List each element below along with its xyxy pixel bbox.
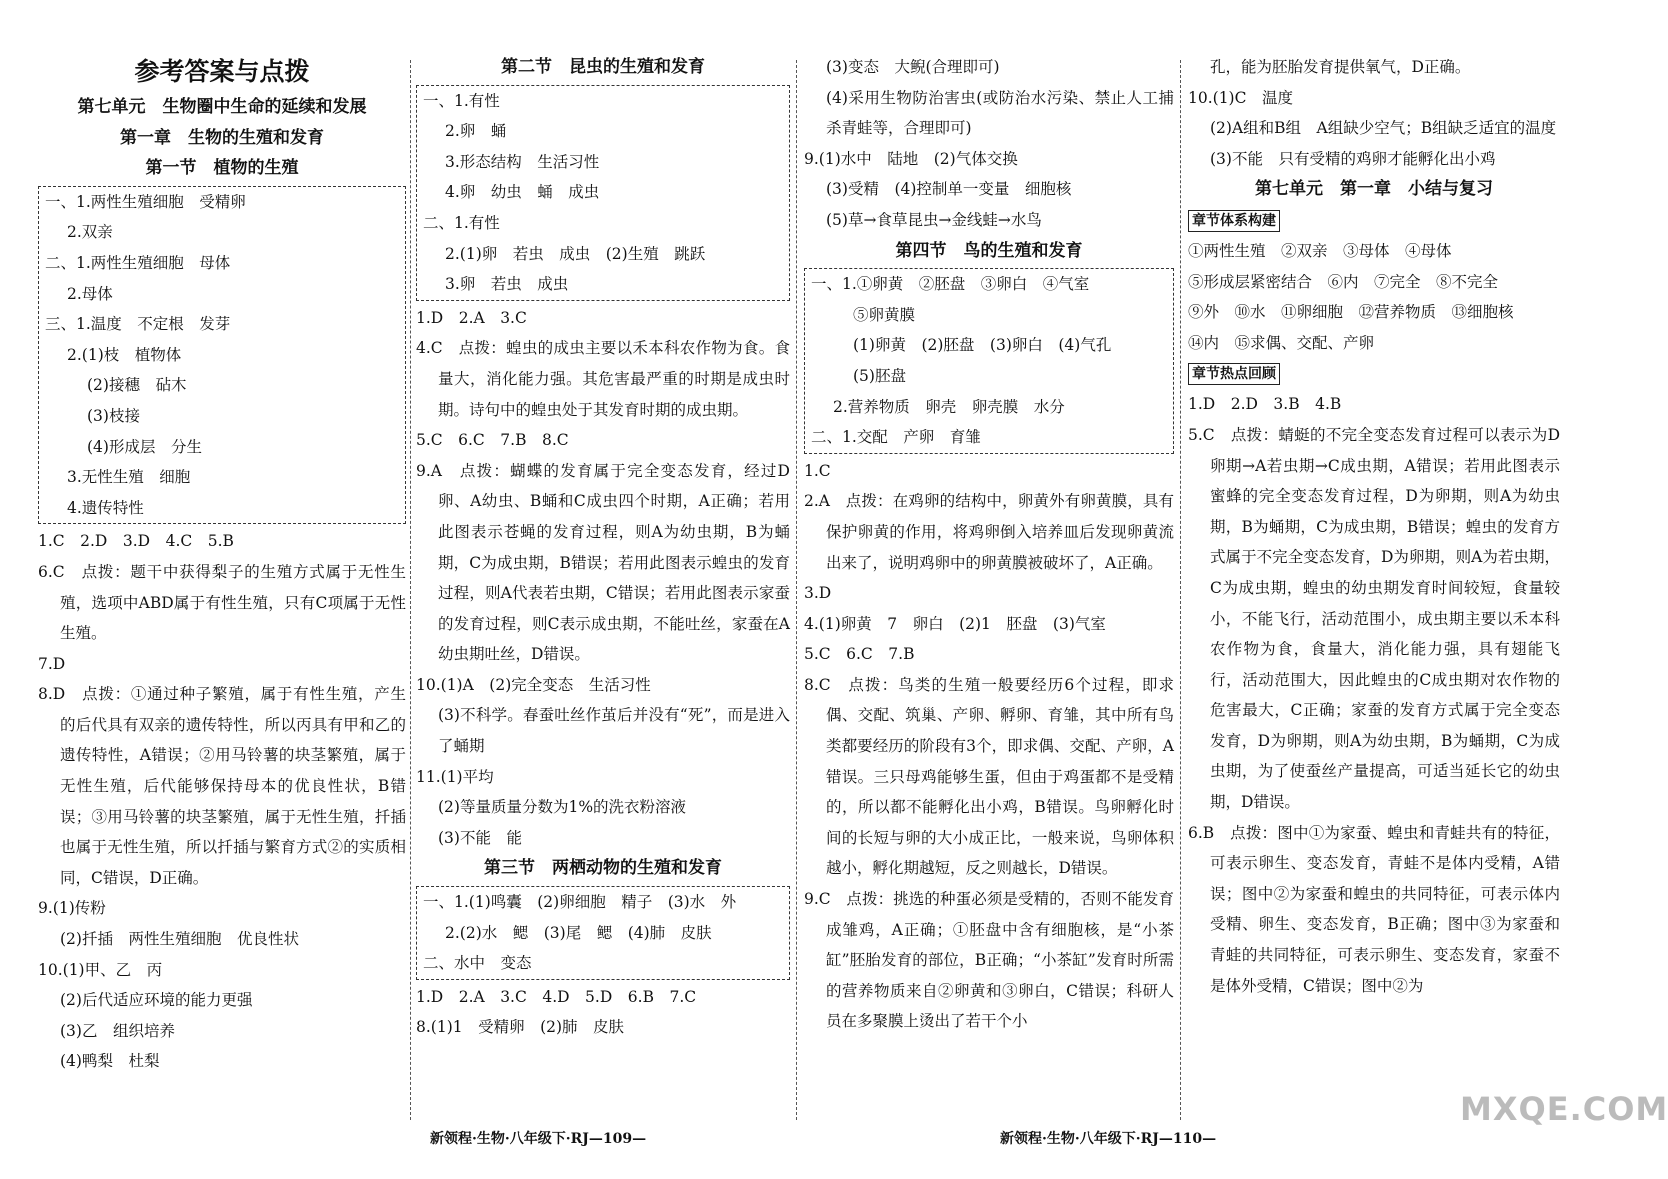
answer-paragraph: 9.A 点拨：蝴蝶的发育属于完全变态发育，经过D卵、A幼虫、B蛹和C成虫四个时期，A正确；若用此图表示苍蝇的发育过程，则A为幼虫期，B为蛹期，C为成虫期，B错误；若用此图表示蝗虫的发育过程，则A代表若虫期，C错误；若用此图表示家蚕的发育过程，则C表示成虫期，不能吐丝，家蚕在A幼虫期吐丝，D错误。 [416,461,790,664]
answer-box [416,886,790,980]
answer-line: 9.(1)水中 陆地 (2)气体交换 [804,149,1018,168]
answer-line: 3.D [804,584,832,603]
review-tag: 章节热点回顾 [1188,363,1280,385]
answer-paragraph: 8.D 点拨：①通过种子繁殖，属于有性生殖，产生的后代具有双亲的遗传特性，所以丙具有甲和乙的遗传特性，A错误；②用马铃薯的块茎繁殖，属于无性生殖，后代能够保持母本的优良性状，B错误；③用马铃薯的块茎繁殖，属于无性生殖，扦插也属于无性生殖，所以扦插与繁育方式②的实质相同，C错误，D正确。 [38,685,406,887]
answer-line: (3)受精 (4)控制单一变量 细胞核 [826,180,1072,199]
column-1 [38,52,406,1077]
answer-line: ⑤形成层紧密结合 ⑥内 ⑦完全 ⑧不完全 [1188,272,1499,291]
answer-paragraph: 6.C 点拨：题干中获得梨子的生殖方式属于无性生殖，选项中ABD属于有性生殖，只有C项属于无性生殖。 [38,562,406,643]
answer-line: (5)胚盘 [853,366,906,385]
watermark: MXQE.COM [1460,1090,1668,1128]
answer-line: (1)卵黄 (2)胚盘 (3)卵白 (4)气孔 [853,336,1112,355]
answer-line: 10.(1)甲、乙 丙 [38,960,163,979]
answer-box [804,268,1174,454]
answer-line: 2.(1)卵 若虫 成虫 (2)生殖 跳跃 [445,244,706,263]
answer-line: 5.C 6.C 7.B 8.C [416,431,569,450]
answer-line: 3.无性生殖 细胞 [67,468,191,487]
answer-box [416,85,790,301]
answer-line: (5)草→食草昆虫→金线蛙→水鸟 [826,210,1042,229]
chapter-heading: 第一章 生物的生殖和发育 [120,127,324,148]
answer-line: 1.C [804,461,831,480]
answer-paragraph: 4.C 点拨：蝗虫的成虫主要以禾本科农作物为食。食量大，消化能力强。其危害最严重的时期是成虫时期。诗句中的蝗虫处于其发育时期的成虫期。 [416,339,790,419]
answer-line: 1.D 2.A 3.C [416,308,527,327]
answer-line: 3.卵 若虫 成虫 [445,275,569,294]
answer-line: 9.(1)传粉 [38,899,106,918]
page-footer-left: 新领程·生物·八年级下·RJ—109— [430,1131,647,1147]
answer-line: 一、1.①卵黄 ②胚盘 ③卵白 ④气室 [811,275,1090,294]
answer-line: ⑭内 ⑮求偶、交配、产卵 [1188,333,1375,352]
answer-line: 一、1.有性 [423,91,500,110]
answer-line: ⑤卵黄膜 [853,305,916,324]
column-4 [1188,52,1560,1001]
answer-line: ①两性生殖 ②双亲 ③母体 ④母体 [1188,241,1452,260]
page-footer-right: 新领程·生物·八年级下·RJ—110— [1000,1131,1217,1147]
answer-line: 10.(1)C 温度 [1188,88,1293,107]
answer-paragraph: 孔，能为胚胎发育提供氧气，D正确。 [1210,58,1471,76]
answer-line: (3)不能 能 [438,828,522,847]
answer-paragraph: 8.C 点拨：鸟类的生殖一般要经历6个过程，即求偶、交配、筑巢、产卵、孵卵、育雏，其中所有鸟类都要经历的阶段有3个，即求偶、交配、产卵，A错误。三只母鸡能够生蛋，但由于鸡蛋都不是受精的，所以都不能孵化出小鸡，B错误。鸟卵孵化时间的长短与卵的大小成正比，一般来说，鸟卵体积越小，孵化期越短，反之则越长，D错误。 [804,675,1174,878]
answer-line: 二、1.交配 产卵 育雏 [811,428,981,447]
answer-line: (4)形成层 分生 [87,437,202,456]
answer-line: 1.C 2.D 3.D 4.C 5.B [38,532,234,551]
answer-line: (3)变态 大鲵(合理即可) [826,58,1000,76]
answer-line: (4)鸭梨 杜梨 [60,1052,160,1071]
column-2 [416,52,790,1043]
answer-line: (2)等量质量分数为1%的洗衣粉溶液 [438,798,687,817]
section-heading: 第二节 昆虫的生殖和发育 [501,57,705,77]
answer-line: 二、1.两性生殖细胞 母体 [45,253,231,272]
section-heading: 第三节 两栖动物的生殖和发育 [484,858,722,879]
structure-tag: 章节体系构建 [1188,210,1280,232]
answer-paragraph: (4)采用生物防治害虫(或防治水污染、禁止人工捕杀青蛙等，合理即可) [826,88,1174,138]
answer-line: 二、1.有性 [423,213,500,232]
answer-line: 一、1.(1)鸣囊 (2)卵细胞 精子 (3)水 外 [423,893,737,912]
section-heading: 第一节 植物的生殖 [145,158,299,179]
answer-line: 2.母体 [67,284,113,303]
answer-paragraph: (3)不科学。春蚕吐丝作茧后并没有“死”，而是进入了蛹期 [438,706,790,756]
summary-heading: 第七单元 第一章 小结与复习 [1255,179,1493,200]
answer-line: (2)扦插 两性生殖细胞 优良性状 [60,930,299,949]
answer-line: 2.(1)枝 植物体 [67,345,182,364]
answer-line: 二、水中 变态 [423,954,532,973]
answer-line: 10.(1)A (2)完全变态 生活习性 [416,675,651,694]
answer-line: 3.形态结构 生活习性 [445,152,600,171]
answer-line: 5.C 6.C 7.B [804,645,915,664]
answer-line: (3)不能 只有受精的鸡卵才能孵化出小鸡 [1210,149,1496,168]
answer-line: 2.卵 蛹 [445,122,507,141]
answer-line: (2)后代适应环境的能力更强 [60,991,253,1010]
answer-line: ⑨外 ⑩水 ⑪卵细胞 ⑫营养物质 ⑬细胞核 [1188,303,1514,322]
answer-line: 1.D 2.D 3.B 4.B [1188,395,1342,414]
answer-paragraph: 6.B 点拨：图中①为家蚕、蝗虫和青蛙共有的特征，可表示卵生、变态发育，青蛙不是体内受精，A错误；图中②为家蚕和蝗虫的共同特征，可表示体内受精、卵生、变态发育，B正确；图中③为家蚕和青蛙的共同特征，可表示卵生、变态发育，家蚕不是体外受精，C错误；图中②为 [1188,823,1560,995]
section-heading: 第四节 鸟的生殖和发育 [895,240,1083,261]
answer-line: 1.D 2.A 3.C 4.D 5.D 6.B 7.C [416,987,697,1006]
answer-line: 2.双亲 [67,223,113,242]
answer-paragraph: 2.A 点拨：在鸡卵的结构中，卵黄外有卵黄膜，具有保护卵黄的作用，将鸡卵倒入培养皿后发现卵黄流出来了，说明鸡卵中的卵黄膜被破坏了，A正确。 [804,492,1174,572]
page-title: 参考答案与点拨 [134,57,310,86]
answer-box [38,186,406,525]
answer-line: 一、1.两性生殖细胞 受精卵 [45,192,246,211]
answer-line: 三、1.温度 不定根 发芽 [45,315,231,334]
unit-heading: 第七单元 生物圈中生命的延续和发展 [77,97,367,117]
answer-line: 4.(1)卵黄 7 卵白 (2)1 胚盘 (3)气室 [804,614,1106,633]
column-3 [804,52,1174,1037]
answer-line: 2.(2)水 鳃 (3)尾 鳃 (4)肺 皮肤 [445,923,712,942]
answer-paragraph: 9.C 点拨：挑选的种蛋必须是受精的，否则不能发育成雏鸡，A正确；①胚盘中含有细胞核，是“小茶缸”胚胎发育的部位，B正确；“小茶缸”发育时所需的营养物质来自②卵黄和③卵白，C错误；科研人员在多聚膜上烫出了若干个小 [804,890,1174,1031]
answer-line: (3)乙 组织培养 [60,1021,175,1040]
answer-line: (3)枝接 [87,406,140,425]
answer-line: 4.卵 幼虫 蛹 成虫 [445,183,600,202]
answer-paragraph: 5.C 点拨：蜻蜓的不完全变态发育过程可以表示为D卵期→A若虫期→C成虫期，A错误；若用此图表示蜜蜂的完全变态发育过程，D为卵期，则A为幼虫期，B为蛹期，C为成虫期，B错误；蝗虫的发育方式属于不完全变态发育，D为卵期，则A为若虫期，C为成虫期，蝗虫的幼虫期发育时间较短，食量较小，不能飞行，活动范围小，成虫期主要以禾本科农作物为食，食量大，消化能力强，具有翅能飞行，活动范围大，因此蝗虫的C成虫期对农作物的危害最大，C正确；家蚕的发育方式属于完全变态发育，D为卵期，则A为幼虫期，B为蛹期，C为成虫期，为了使蚕丝产量提高，可适当延长它的幼虫期，D错误。 [1188,425,1560,812]
answer-paragraph: (2)A组和B组 A组缺少空气；B组缺乏适宜的温度 [1210,119,1557,138]
answer-line: (2)接穗 砧木 [87,376,187,395]
answer-line: 8.(1)1 受精卵 (2)肺 皮肤 [416,1018,625,1037]
answer-line: 11.(1)平均 [416,767,494,786]
answer-line: 7.D [38,654,66,673]
answer-line: 4.遗传特性 [67,498,144,517]
answer-line: 2.营养物质 卵壳 卵壳膜 水分 [833,397,1065,416]
